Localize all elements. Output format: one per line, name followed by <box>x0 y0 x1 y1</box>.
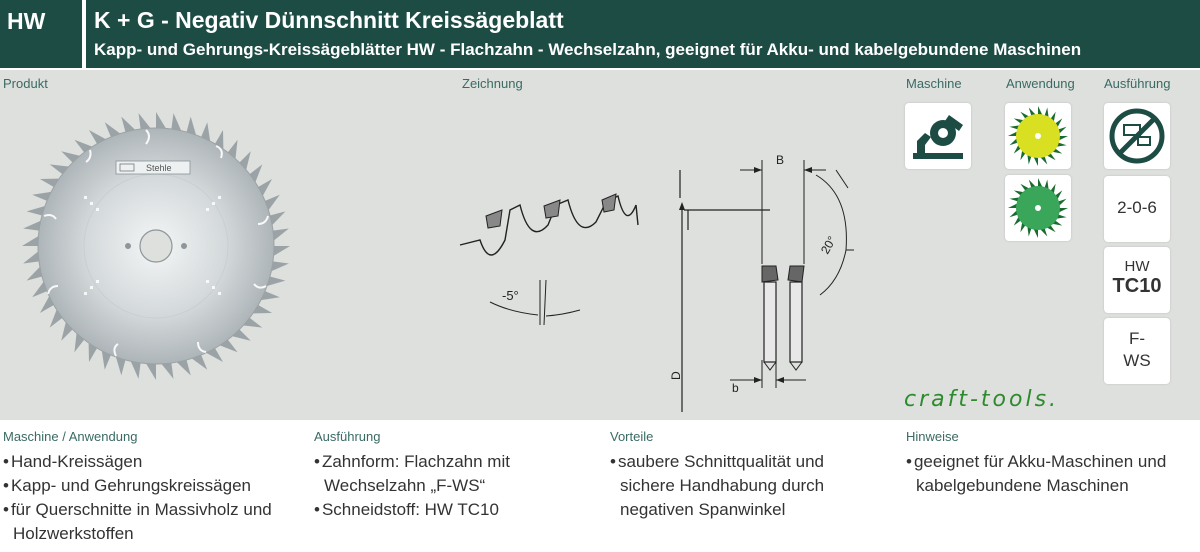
col1-title: Maschine / Anwendung <box>3 429 138 444</box>
col-vorteile <box>610 420 860 522</box>
bottom-info <box>0 420 1200 552</box>
dim-B-label: B <box>776 153 785 167</box>
label-ausfuehrung: Ausführung <box>1104 76 1171 91</box>
maschine-tile <box>905 103 971 169</box>
list-item: • Schneidstoff: HW TC10 <box>314 498 554 522</box>
col3-title: Vorteile <box>610 429 654 444</box>
rake-angle-label: -5° <box>502 288 519 303</box>
bevel-angle-label: 20° <box>817 233 840 257</box>
spec-material-top: HW <box>1124 258 1150 275</box>
spec-code-tile <box>1104 176 1170 242</box>
badge-label: HW <box>7 8 46 34</box>
title-box <box>86 0 1200 68</box>
list-item: • Hand-Kreissägen <box>3 450 303 474</box>
blade-brand-label: Stehle <box>146 163 172 173</box>
spec-material-tile <box>1104 247 1170 313</box>
dim-D-label: D <box>669 371 683 380</box>
col4-title: Hinweise <box>906 429 959 444</box>
label-maschine: Maschine <box>906 76 962 91</box>
col2-title: Ausführung <box>314 429 381 444</box>
spec-material-bottom: TC10 <box>1112 275 1162 297</box>
list-item: • saubere Schnittqualität und sichere Handhabung durch negativen Spanwinkel <box>610 450 860 522</box>
yellow-blade-icon <box>1005 103 1071 169</box>
dim-b-label: b <box>732 381 739 395</box>
ausfuehrung-tile <box>1104 103 1170 169</box>
miter-saw-icon <box>905 103 971 169</box>
saw-blade-image <box>16 106 296 386</box>
spec-code: 2-0-6 <box>1117 198 1157 217</box>
col-ausfuehrung <box>314 420 554 522</box>
brand-logo: craft-tools. <box>904 387 1060 412</box>
label-produkt: Produkt <box>3 76 48 91</box>
no-cordless-restriction-icon <box>1104 103 1170 169</box>
spec-tooth-bottom: WS <box>1123 351 1151 370</box>
list-item: • Zahnform: Flachzahn mit Wechselzahn „F-WS“ <box>314 450 554 498</box>
label-zeichnung: Zeichnung <box>462 76 523 91</box>
anwendung-tile-1 <box>1005 103 1071 169</box>
main-panel <box>0 70 1200 420</box>
spec-tooth-top: F- <box>1128 329 1146 348</box>
page-title: K + G - Negativ Dünnschnitt Kreissägeblatt <box>94 7 564 33</box>
spec-tooth-tile <box>1104 318 1170 384</box>
list-item: • geeignet für Akku-Maschinen und kabelgebundene Maschinen <box>906 450 1196 498</box>
label-anwendung: Anwendung <box>1006 76 1075 91</box>
green-blade-icon <box>1005 175 1071 241</box>
col-hinweise <box>906 420 1196 498</box>
technical-drawing <box>450 130 870 420</box>
col-maschine-anwendung <box>3 420 303 546</box>
list-item: • Kapp- und Gehrungskreissägen <box>3 474 303 498</box>
list-item: • für Querschnitte in Massivholz und Holzwerkstoffen <box>3 498 303 546</box>
badge-box <box>0 0 82 68</box>
header <box>0 0 1200 68</box>
page-subtitle: Kapp- und Gehrungs-Kreissägeblätter HW - Flachzahn - Wechselzahn, geeignet für Akku- und kabelgebundene Maschinen <box>94 40 1082 59</box>
anwendung-tile-2 <box>1005 175 1071 241</box>
